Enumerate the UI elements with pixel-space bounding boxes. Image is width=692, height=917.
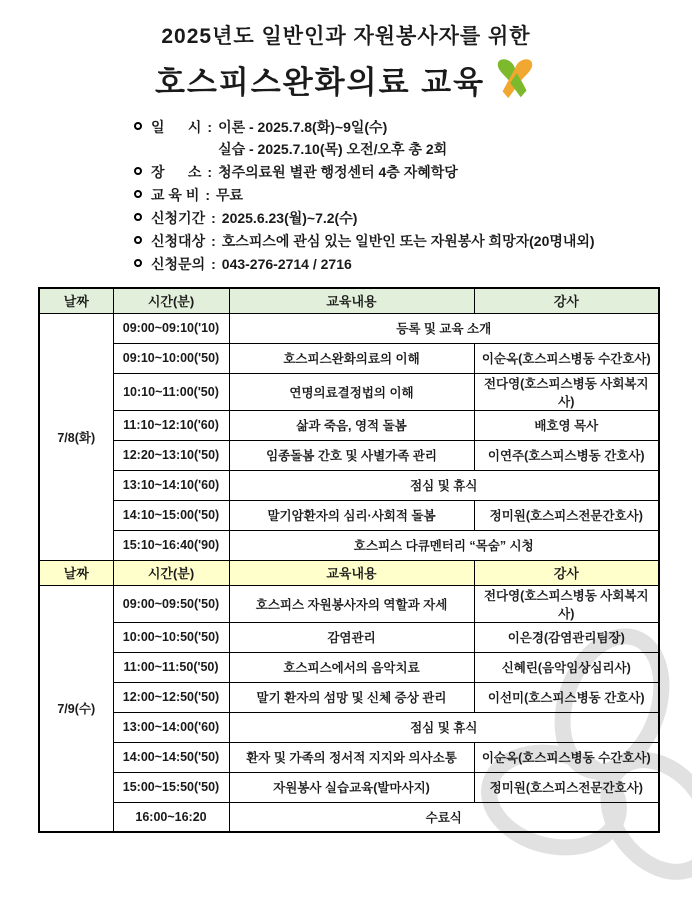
time-cell: 16:00~16:20: [113, 802, 229, 832]
info-colon: :: [207, 119, 213, 135]
instructor-cell: 이선미(호스피스병동 간호사): [474, 682, 659, 712]
info-value: 호스피스에 관심 있는 일반인 또는 자원봉사 희망자(20명내외): [221, 233, 595, 249]
info-list: [134, 118, 692, 274]
info-value: 무료: [216, 187, 244, 203]
table-row: [39, 622, 659, 652]
page-title: [0, 20, 692, 104]
hospice-ribbon-icon: [493, 54, 537, 104]
info-label: 신청대상: [151, 233, 206, 249]
instructor-cell: 이연주(호스피스병동 간호사): [474, 440, 659, 470]
table-row: [39, 682, 659, 712]
time-cell: 09:00~09:10('10): [113, 313, 229, 343]
table-row: [39, 440, 659, 470]
content-cell: 임종돌봄 간호 및 사별가족 관리: [229, 440, 474, 470]
schedule-table: [38, 287, 660, 833]
time-cell: 15:10~16:40('90): [113, 530, 229, 560]
info-colon: :: [207, 164, 213, 180]
info-colon: :: [211, 210, 216, 226]
table-header-row: [39, 560, 659, 585]
table-row: [39, 712, 659, 742]
instructor-cell: 정미원(호스피스전문간호사): [474, 772, 659, 802]
time-cell: 14:00~14:50('50): [113, 742, 229, 772]
info-item: [134, 186, 692, 205]
content-cell: 환자 및 가족의 정서적 지지와 의사소통: [229, 742, 474, 772]
column-header: 강사: [474, 560, 659, 585]
info-item: [134, 255, 692, 274]
content-cell: 점심 및 휴식: [229, 470, 659, 500]
time-cell: 09:10~10:00('50): [113, 343, 229, 373]
bullet-circle-icon: [134, 122, 142, 130]
content-cell: 삶과 죽음, 영적 돌봄: [229, 410, 474, 440]
bullet-circle-icon: [134, 236, 142, 244]
content-cell: 말기암환자의 심리·사회적 돌봄: [229, 500, 474, 530]
title-subline: 2025년도 일반인과 자원봉사자를 위한: [161, 25, 531, 48]
column-header: 날짜: [39, 288, 113, 313]
info-value: 이론 - 2025.7.8(화)~9일(수) 실습 - 2025.7.10(목) 오전/오후 총 2회: [218, 119, 448, 157]
info-label: 교 육 비: [151, 187, 200, 203]
info-item: [134, 209, 692, 228]
table-header-row: [39, 288, 659, 313]
info-label: 일 시: [151, 119, 202, 135]
time-cell: 12:00~12:50('50): [113, 682, 229, 712]
table-row: [39, 652, 659, 682]
content-cell: 연명의료결정법의 이해: [229, 373, 474, 410]
date-cell: 7/9(수): [39, 585, 113, 832]
content-cell: 감염관리: [229, 622, 474, 652]
time-cell: 10:10~11:00('50): [113, 373, 229, 410]
content-cell: 호스피스에서의 음악치료: [229, 652, 474, 682]
info-value: 청주의료원 별관 행정센터 4층 자혜학당: [218, 164, 458, 180]
title-main: 호스피스완화의료 교육: [154, 64, 486, 100]
table-row: [39, 585, 659, 622]
time-cell: 10:00~10:50('50): [113, 622, 229, 652]
column-header: 교육내용: [229, 560, 474, 585]
document-page: [0, 20, 692, 837]
table-row: [39, 313, 659, 343]
info-item: [134, 163, 692, 182]
content-cell: 수료식: [229, 802, 659, 832]
info-colon: :: [211, 233, 216, 249]
info-value: 043-276-2714 / 2716: [221, 256, 352, 272]
info-value: 2025.6.23(월)~7.2(수): [221, 210, 358, 226]
bullet-circle-icon: [134, 190, 142, 198]
instructor-cell: 이순옥(호스피스병동 수간호사): [474, 742, 659, 772]
time-cell: 09:00~09:50('50): [113, 585, 229, 622]
instructor-cell: 이은경(감염관리팀장): [474, 622, 659, 652]
time-cell: 11:10~12:10('60): [113, 410, 229, 440]
instructor-cell: 전다영(호스피스병동 사회복지사): [474, 373, 659, 410]
info-label: 장 소: [151, 164, 202, 180]
table-row: [39, 802, 659, 832]
instructor-cell: 이순옥(호스피스병동 수간호사): [474, 343, 659, 373]
date-cell: 7/8(화): [39, 313, 113, 560]
bullet-circle-icon: [134, 259, 142, 267]
content-cell: 말기 환자의 섬망 및 신체 증상 관리: [229, 682, 474, 712]
info-item: [134, 118, 692, 159]
table-row: [39, 410, 659, 440]
content-cell: 호스피스 다큐멘터리 “목숨” 시청: [229, 530, 659, 560]
time-cell: 15:00~15:50('50): [113, 772, 229, 802]
table-row: [39, 500, 659, 530]
instructor-cell: 배호영 목사: [474, 410, 659, 440]
content-cell: 점심 및 휴식: [229, 712, 659, 742]
info-item: [134, 232, 692, 251]
info-label: 신청기간: [151, 210, 206, 226]
content-cell: 호스피스완화의료의 이해: [229, 343, 474, 373]
column-header: 날짜: [39, 560, 113, 585]
info-colon: :: [211, 256, 216, 272]
bullet-circle-icon: [134, 167, 142, 175]
time-cell: 13:00~14:00('60): [113, 712, 229, 742]
info-label: 신청문의: [151, 256, 206, 272]
table-row: [39, 772, 659, 802]
content-cell: 등록 및 교육 소개: [229, 313, 659, 343]
bullet-circle-icon: [134, 213, 142, 221]
table-row: [39, 373, 659, 410]
instructor-cell: 전다영(호스피스병동 사회복지사): [474, 585, 659, 622]
column-header: 강사: [474, 288, 659, 313]
content-cell: 호스피스 자원봉사자의 역할과 자세: [229, 585, 474, 622]
table-row: [39, 470, 659, 500]
instructor-cell: 정미원(호스피스전문간호사): [474, 500, 659, 530]
content-cell: 자원봉사 실습교육(발마사지): [229, 772, 474, 802]
time-cell: 12:20~13:10('50): [113, 440, 229, 470]
info-colon: :: [205, 187, 211, 203]
time-cell: 11:00~11:50('50): [113, 652, 229, 682]
table-row: [39, 530, 659, 560]
table-row: [39, 343, 659, 373]
time-cell: 13:10~14:10('60): [113, 470, 229, 500]
column-header: 시간(분): [113, 288, 229, 313]
column-header: 시간(분): [113, 560, 229, 585]
column-header: 교육내용: [229, 288, 474, 313]
time-cell: 14:10~15:00('50): [113, 500, 229, 530]
instructor-cell: 신혜린(음악임상심리사): [474, 652, 659, 682]
table-row: [39, 742, 659, 772]
